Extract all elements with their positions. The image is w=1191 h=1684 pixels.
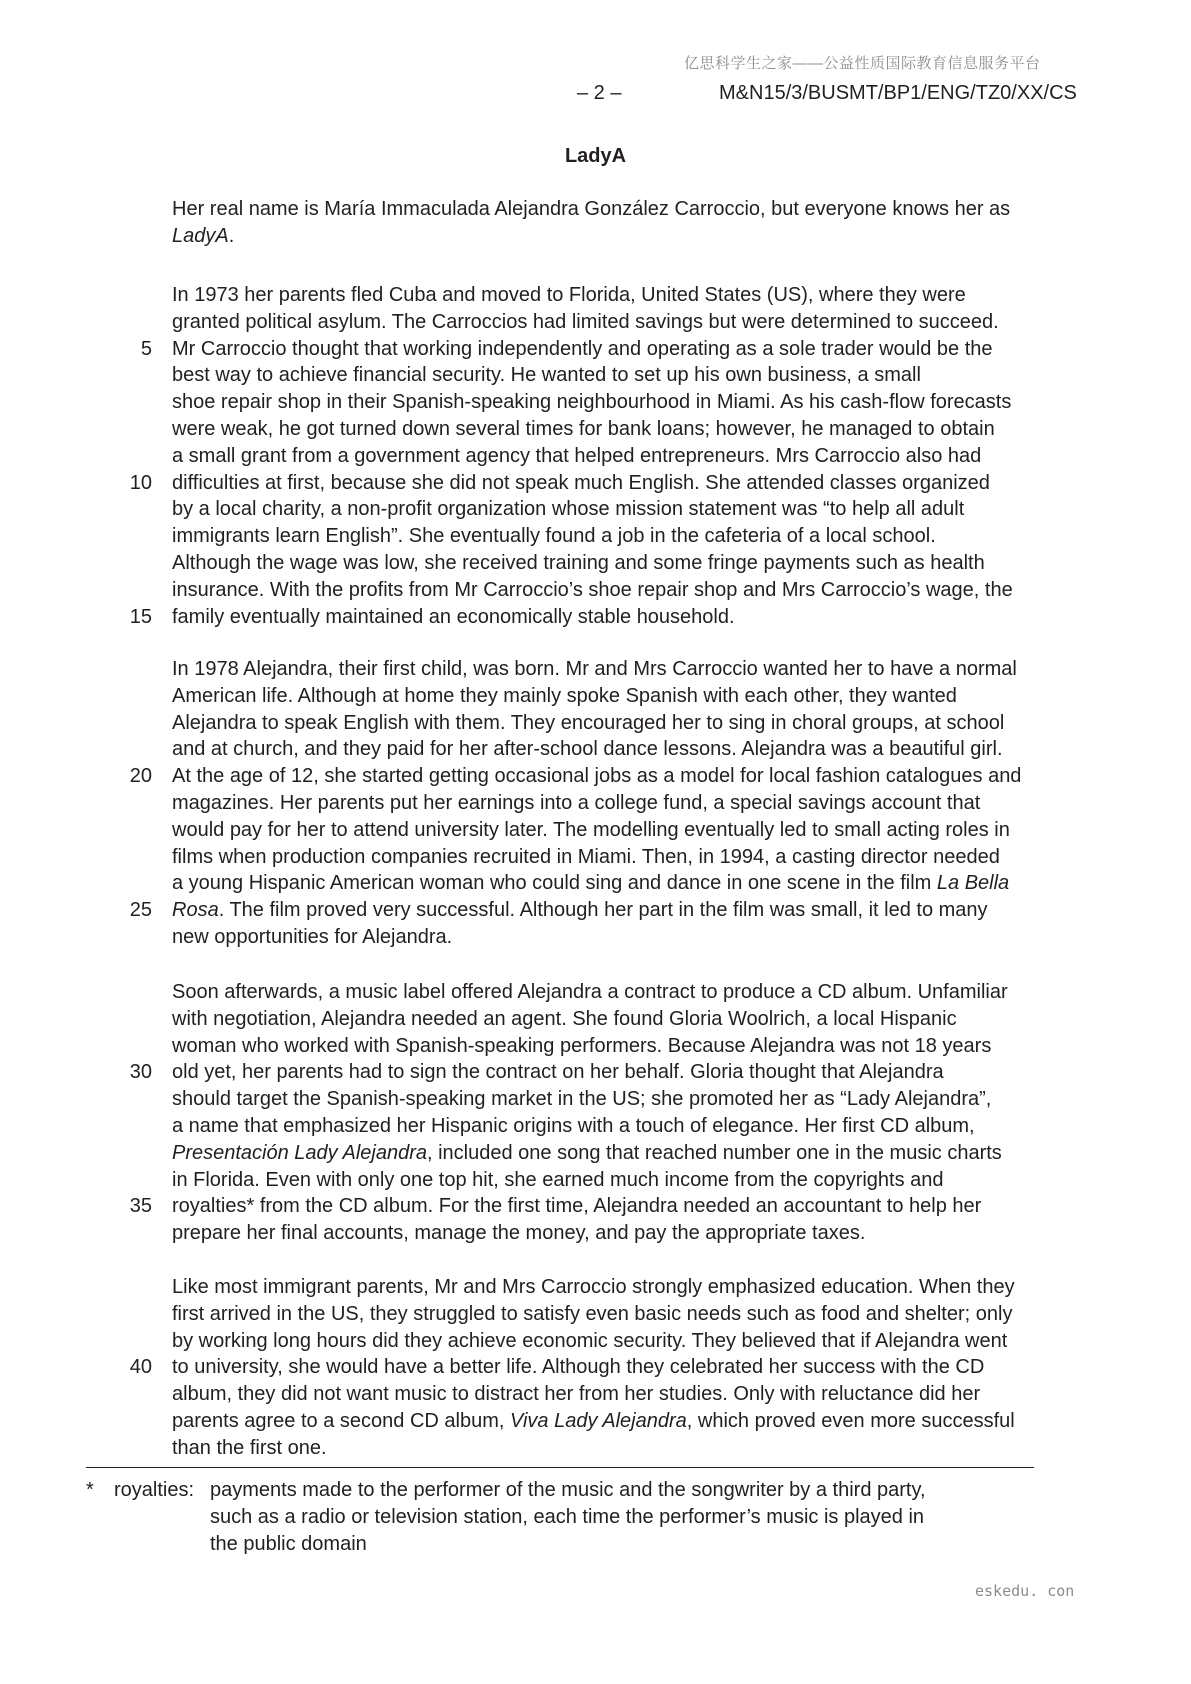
text-line: with negotiation, Alejandra needed an agent. She found Gloria Woolrich, a local Hispanic <box>172 1007 957 1030</box>
text-line: insurance. With the profits from Mr Carroccio’s shoe repair shop and Mrs Carroccio’s wage, the <box>172 578 1013 601</box>
text-line: 15 family eventually maintained an economically stable household. <box>172 606 735 629</box>
text-line: 25 Rosa. The film proved very successful. Although her part in the film was small, it led to many <box>172 899 988 922</box>
text-line: a small grant from a government agency that helped entrepreneurs. Mrs Carroccio also had <box>172 444 982 467</box>
text-line: 30 old yet, her parents had to sign the contract on her behalf. Gloria thought that Alejandra <box>172 1061 944 1084</box>
text-line: prepare her final accounts, manage the money, and pay the appropriate taxes. <box>172 1222 866 1245</box>
text-line: 10 difficulties at first, because she did not speak much English. She attended classes organized <box>172 472 990 495</box>
footnote-marker: * <box>86 1479 94 1501</box>
text-line: Presentación Lady Alejandra, included one song that reached number one in the music charts <box>172 1141 1002 1164</box>
text-line: were weak, he got turned down several times for bank loans; however, he managed to obtain <box>172 418 995 440</box>
line-number: 40 <box>129 1356 152 1379</box>
text-line: 35 royalties* from the CD album. For the first time, Alejandra needed an accountant to help her <box>172 1195 981 1218</box>
text-line: than the first one. <box>172 1436 327 1459</box>
text-line: 5 Mr Carroccio thought that working independently and operating as a sole trader would be the <box>172 338 993 361</box>
footnote-line: payments made to the performer of the music and the songwriter by a third party, <box>210 1479 926 1501</box>
text-line: by working long hours did they achieve economic security. They believed that if Alejandra went <box>172 1329 1008 1352</box>
text-line: granted political asylum. The Carroccios had limited savings but were determined to succeed. <box>172 310 999 333</box>
line-number: 15 <box>129 605 152 628</box>
page-number: – 2 – <box>577 82 622 104</box>
exam-code: M&N15/3/BUSMT/BP1/ENG/TZ0/XX/CS <box>719 82 1077 104</box>
text-line: American life. Although at home they mainly spoke Spanish with each other, they wanted <box>172 684 957 707</box>
text-line: new opportunities for Alejandra. <box>172 926 453 948</box>
case-study-title: LadyA <box>564 145 627 167</box>
bottom-watermark: eskedu. con <box>975 1582 1075 1600</box>
footnote-term: royalties: <box>114 1479 195 1501</box>
text-line: first arrived in the US, they struggled to satisfy even basic needs such as food and shelter; only <box>172 1302 1013 1325</box>
text-line: would pay for her to attend university later. The modelling eventually led to small acting roles in <box>172 818 1010 841</box>
text-line: album, they did not want music to distract her from her studies. Only with reluctance did her <box>172 1383 981 1406</box>
line-number: 30 <box>129 1061 152 1084</box>
top-watermark: 亿思科学生之家——公益性质国际教育信息服务平台 <box>684 55 1041 72</box>
text-line: Alejandra to speak English with them. They encouraged her to sing in choral groups, at school <box>172 711 1005 734</box>
italic-title: Rosa <box>172 899 219 922</box>
text-line: Soon afterwards, a music label offered Alejandra a contract to produce a CD album. Unfamiliar <box>172 981 1008 1003</box>
text-line: woman who worked with Spanish-speaking performers. Because Alejandra was not 18 years <box>172 1034 992 1057</box>
text-line: shoe repair shop in their Spanish-speaking neighbourhood in Miami. As his cash-flow forecasts <box>172 391 1012 414</box>
text-line: In 1973 her parents fled Cuba and moved to Florida, United States (US), where they were <box>172 284 966 306</box>
text-line: LadyA. <box>172 224 235 247</box>
text-line: best way to achieve financial security. He wanted to set up his own business, a small <box>172 364 921 387</box>
line-number: 10 <box>129 471 152 494</box>
text-line: Like most immigrant parents, Mr and Mrs Carroccio strongly emphasized education. When they <box>172 1276 1015 1298</box>
line-number: 20 <box>129 765 152 788</box>
text-line: a name that emphasized her Hispanic origins with a touch of elegance. Her first CD album, <box>172 1115 975 1137</box>
text-line: 40 to university, she would have a better life. Although they celebrated her success with the CD <box>172 1356 984 1379</box>
text-line: 20 At the age of 12, she started getting occasional jobs as a model for local fashion catalogues and <box>172 765 1021 788</box>
line-number: 5 <box>140 337 152 360</box>
footnote-line: such as a radio or television station, each time the performer’s music is played in <box>210 1506 925 1528</box>
text-line: by a local charity, a non-profit organization whose mission statement was “to help all adult <box>172 498 965 521</box>
text-line: and at church, and they paid for her after-school dance lessons. Alejandra was a beautiful girl. <box>172 738 1003 761</box>
italic-title: Viva Lady Alejandra <box>509 1410 687 1432</box>
text-line: immigrants learn English”. She eventually found a job in the cafeteria of a local school. <box>172 525 936 548</box>
italic-title: La Bella <box>936 872 1010 895</box>
footnote-line: the public domain <box>210 1533 367 1555</box>
footnote-divider <box>86 1467 1034 1468</box>
line-number: 35 <box>129 1195 152 1218</box>
text-line: In 1978 Alejandra, their first child, was born. Mr and Mrs Carroccio wanted her to have a normal <box>172 658 1017 680</box>
text-line: Her real name is María Immaculada Alejandra González Carroccio, but everyone knows her as <box>172 198 1011 220</box>
line-number: 25 <box>129 899 152 922</box>
italic-title: Presentación Lady Alejandra <box>172 1141 427 1164</box>
text-line: parents agree to a second CD album, Viva Lady Alejandra, which proved even more successful <box>172 1410 1015 1432</box>
italic-title: LadyA <box>172 224 229 247</box>
text-line: films when production companies recruited in Miami. Then, in 1994, a casting director needed <box>172 845 1000 868</box>
text-line: magazines. Her parents put her earnings into a college fund, a special savings account that <box>172 792 981 814</box>
text-line: a young Hispanic American woman who could sing and dance in one scene in the film La Bella <box>172 872 1010 895</box>
text-line: Although the wage was low, she received training and some fringe payments such as health <box>172 552 985 574</box>
text-line: should target the Spanish-speaking market in the US; she promoted her as “Lady Alejandra”, <box>172 1088 992 1111</box>
text-line: in Florida. Even with only one top hit, she earned much income from the copyrights and <box>172 1168 944 1191</box>
